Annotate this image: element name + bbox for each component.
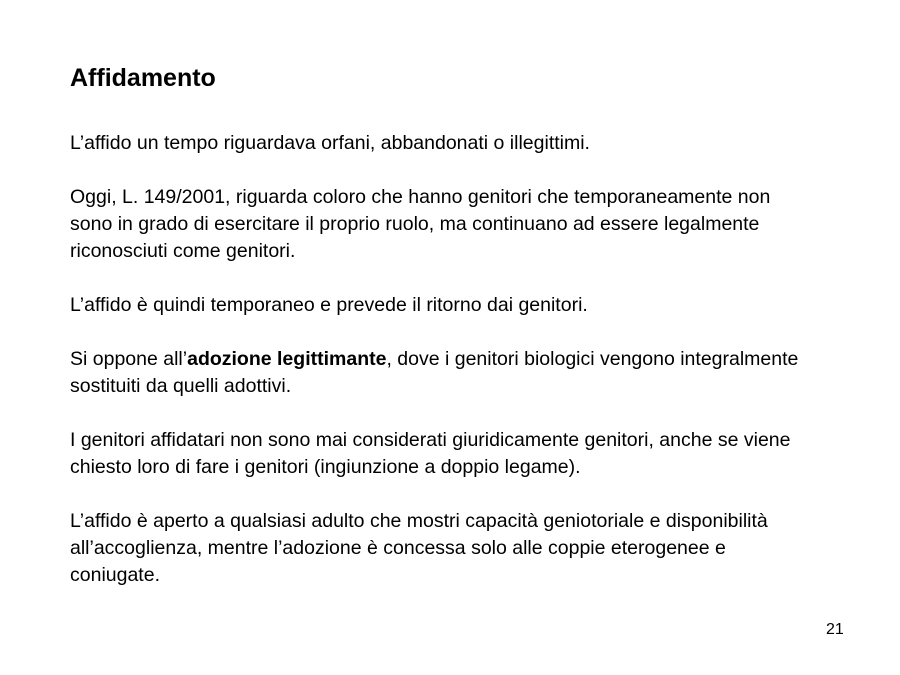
page-number: 21	[826, 621, 844, 638]
paragraph-adoption-contrast-before: Si oppone all’	[70, 348, 188, 370]
paragraph-adoption-contrast-after: , dove i genitori biologici vengono integralmente sostituiti da quelli adottivi.	[70, 348, 799, 397]
paragraph-foster-parents: I genitori affidatari non sono mai considerati giuridicamente genitori, anche se viene chiesto loro di fare i genitori (ingiunzione a doppio legame).	[70, 429, 791, 478]
slide-title: Affidamento	[70, 64, 216, 92]
paragraph-temporary: L’affido è quindi temporaneo e prevede il ritorno dai genitori.	[70, 294, 588, 316]
slide-body	[70, 130, 810, 589]
paragraph-eligibility: L’affido è aperto a qualsiasi adulto che mostri capacità geniotoriale e disponibilità all’accoglienza, mentre l’adozione è concessa solo alle coppie eterogenee e coniugate.	[70, 510, 768, 586]
paragraph-adoption-contrast	[70, 346, 810, 400]
paragraph-affido-history: L’affido un tempo riguardava orfani, abbandonati o illegittimi.	[70, 132, 590, 154]
adoption-legittimante-term: adozione legittimante	[187, 348, 387, 370]
paragraph-law-149: Oggi, L. 149/2001, riguarda coloro che hanno genitori che temporaneamente non sono in grado di esercitare il proprio ruolo, ma continuano ad essere legalmente riconosciuti come genitori.	[70, 186, 771, 262]
